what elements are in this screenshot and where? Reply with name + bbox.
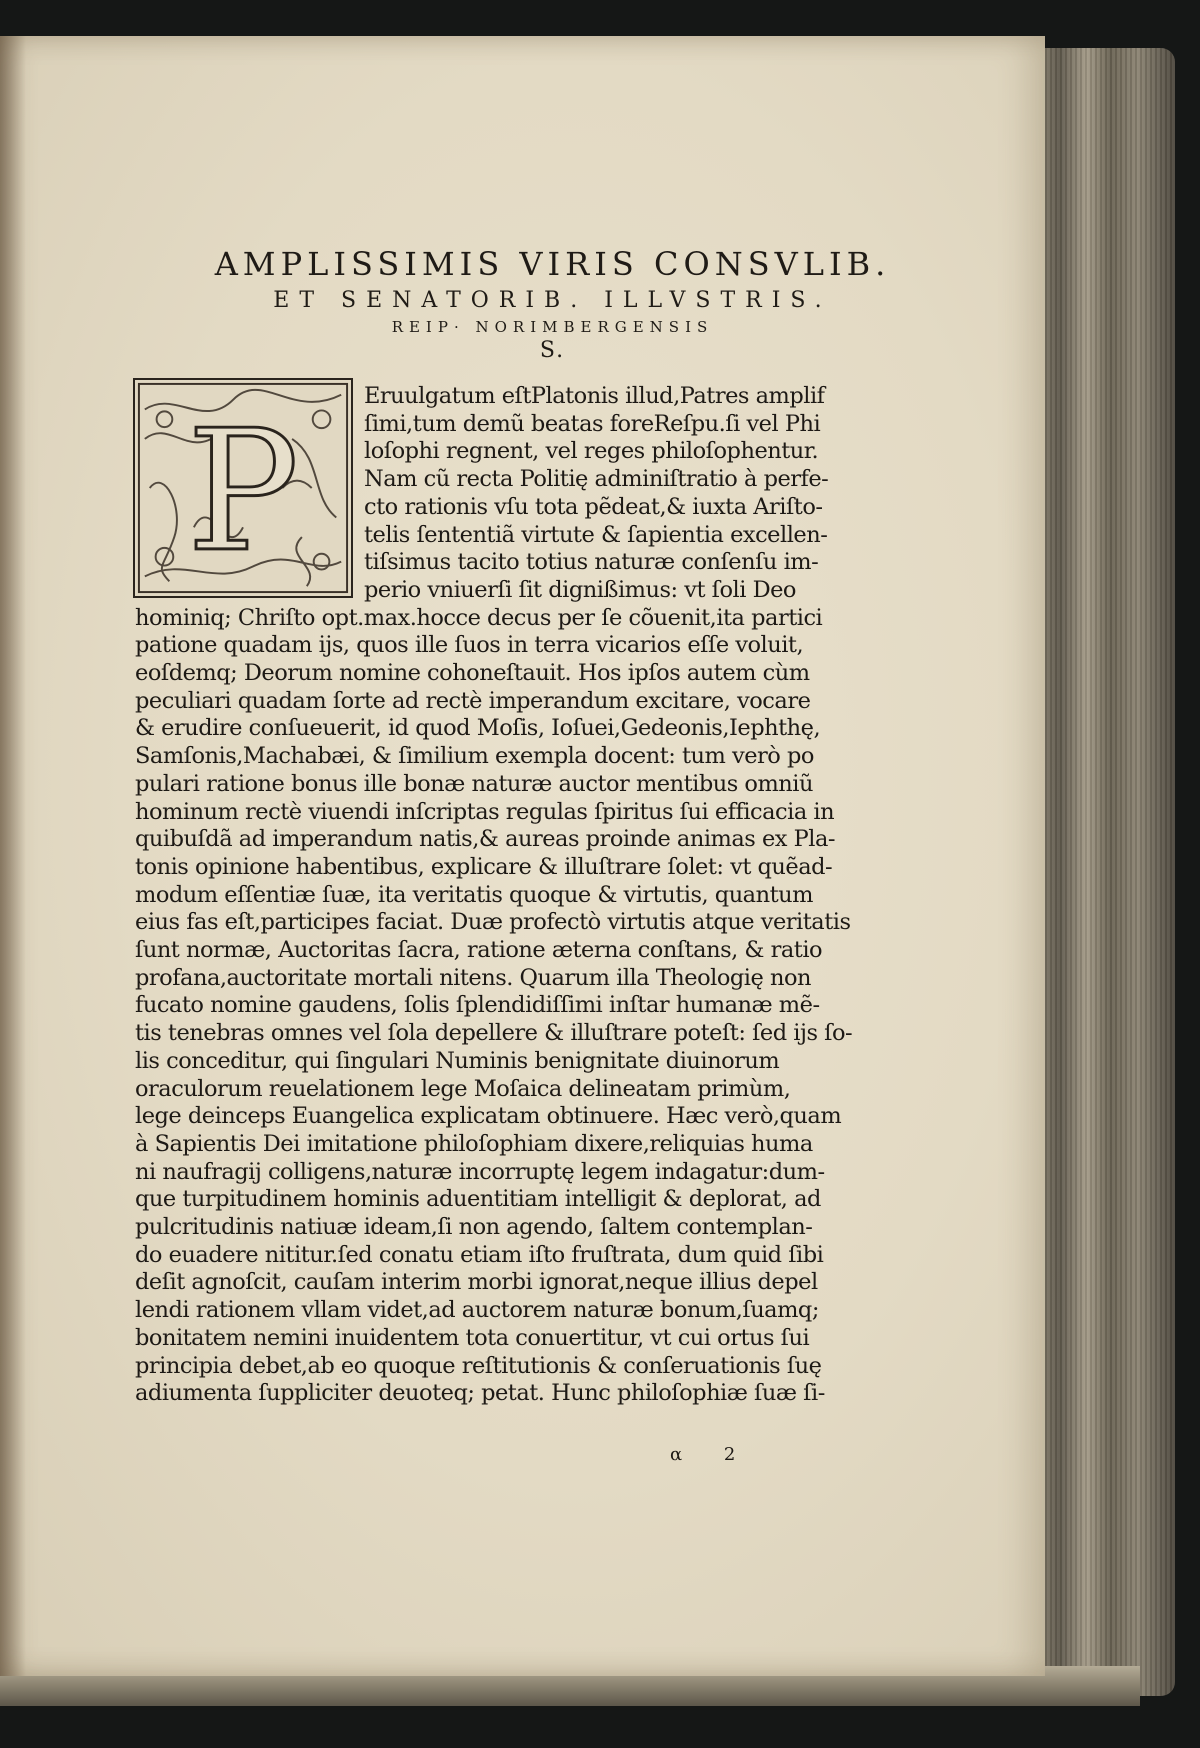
signature-mark: α 2 <box>670 1444 754 1465</box>
text-line: tonis opinione habentibus, explicare & illuſtrare ſolet: vt quẽad- <box>135 853 833 880</box>
ornament-initial-icon <box>135 380 351 596</box>
dedication-heading-line-3: REIP· NORIMBERGENSIS <box>391 318 714 336</box>
text-line: do euadere nititur.ſed conatu etiam iſto fruſtrata, dum quid ſibi <box>135 1241 824 1268</box>
text-line: adiumenta ſuppliciter deuoteq; petat. Hunc philoſophiæ ſuæ ſi- <box>135 1380 825 1407</box>
decorated-initial <box>133 378 353 598</box>
text-line: peculiari quadam ſorte ad rectè imperandum excitare, vocare <box>135 687 811 714</box>
text-line: cto rationis vſu tota pẽdeat,& iuxta Ariſto- <box>364 493 823 520</box>
text-line: deſit agnoſcit, cauſam interim morbi ignorat,neque illius depel <box>135 1269 818 1296</box>
text-line: pulari ratione bonus ille bonæ naturæ auctor mentibus omniũ <box>135 770 813 797</box>
svg-text:P: P <box>186 394 300 589</box>
text-line: fucato nomine gaudens, ſolis ſplendidiſſimi inſtar humanæ mẽ- <box>135 992 820 1019</box>
text-line: hominiq; Chriſto opt.max.hocce decus per ſe cõuenit,ita partici <box>135 604 823 631</box>
text-line: ni naufragij colligens,naturæ incorruptę legem indagatur:dum- <box>135 1158 825 1185</box>
text-line: ſimi,tum demũ beatas foreReſpu.ſi vel Phi <box>364 410 821 437</box>
text-line: pulcritudinis natiuæ ideam,ſi non agendo, ſaltem contemplan- <box>135 1214 813 1240</box>
text-line: eius fas eſt,participes faciat. Duæ profectò virtutis atque veritatis <box>135 909 851 936</box>
text-line: lendi rationem vllam videt,ad auctorem naturæ bonum,ſuamq; <box>135 1297 819 1324</box>
text-line: Nam cũ recta Politię adminiſtratio à perfe- <box>364 466 829 493</box>
text-line: quibuſdã ad imperandum natis,& aureas proinde animas ex Pla- <box>135 826 835 853</box>
text-line: à Sapientis Dei imitatione philoſophiam dixere,reliquias huma <box>135 1130 813 1157</box>
text-line: hominum rectè viuendi inſcriptas regulas ſpiritus ſui efficacia in <box>135 798 835 825</box>
dedication-heading-line-1: AMPLISSIMIS VIRIS CONSVLIB. <box>214 245 891 283</box>
text-line: Samſonis,Machabæi, & ſimilium exempla docent: tum verò po <box>135 743 814 770</box>
dedication-heading-line-4: S. <box>539 338 566 363</box>
text-line: loſophi regnent, vel reges philoſophentur. <box>364 438 819 465</box>
text-line: bonitatem nemini inuidentem tota conuertitur, vt cui ortus ſui <box>135 1324 810 1351</box>
text-line: que turpitudinem hominis aduentitiam intelligit & deplorat, ad <box>135 1186 821 1213</box>
text-line: perio vniuerſi ſit dignißimus: vt ſoli Deo <box>364 576 796 603</box>
text-line: tiſsimus tacito totius naturæ conſenſu im- <box>364 549 819 576</box>
text-line: oraculorum reuelationem lege Moſaica delineatam primùm, <box>135 1075 791 1102</box>
text-line: telis ſententiã virtute & ſapientia excellen- <box>364 521 828 548</box>
text-line: ſunt normæ, Auctoritas ſacra, ratione æterna conſtans, & ratio <box>135 937 823 963</box>
text-line: Eruulgatum eſtPlatonis illud,Patres amplif <box>364 383 825 409</box>
text-line: modum eſſentiæ ſuæ, ita veritatis quoque & virtutis, quantum <box>135 881 813 908</box>
text-line: lis conceditur, qui ſingulari Numinis benignitate diuinorum <box>135 1047 780 1074</box>
text-line: eoſdemq; Deorum nomine cohoneſtauit. Hos ipſos autem cùm <box>135 660 810 686</box>
dedication-heading-line-2: ET SENATORIB. ILLVSTRIS. <box>273 288 832 313</box>
text-line: profana,auctoritate mortali nitens. Quarum illa Theologię non <box>135 964 811 991</box>
text-line: patione quadam ijs, quos ille ſuos in terra vicarios eſſe voluit, <box>135 632 804 659</box>
text-line: & erudire conſueuerit, id quod Moſis, Ioſuei,Gedeonis,Iephthę, <box>135 715 821 742</box>
text-line: principia debet,ab eo quoque reſtitutionis & conſeruationis ſuę <box>135 1352 822 1379</box>
text-line: lege deinceps Euangelica explicatam obtinuere. Hæc verò,quam <box>135 1103 842 1130</box>
text-line: tis tenebras omnes vel ſola depellere & illuſtrare poteſt: ſed ijs ſo- <box>135 1020 853 1047</box>
